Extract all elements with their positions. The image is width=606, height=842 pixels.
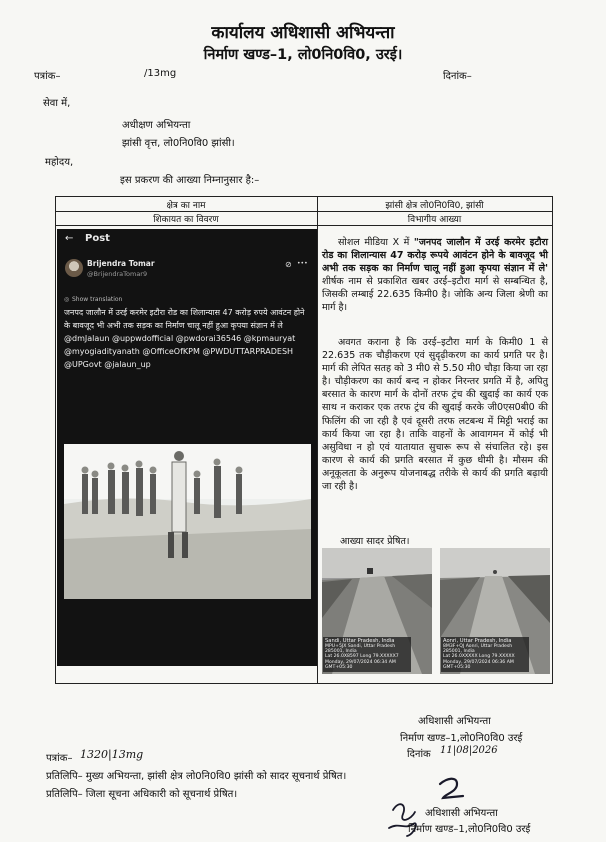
office-title: कार्यालय अधिशासी अभियन्ता bbox=[211, 23, 395, 43]
show-translation-link[interactable]: Show translation bbox=[72, 296, 123, 303]
copies-patrank-handwritten: 1320|13mg bbox=[80, 748, 144, 761]
tweet-text: जनपद जालौन में उरई करमेर इटौरा रोड का शिलान्यास 47 करोड़ रुपये आवंटन होने के बावजूद भी अभी तक सड़क का निर्माण चालू नहीं हुआ कृपया संज्ञान में ले @dmJalaun @uppwdofficial @pwdorai36546 @kpmauryat @myogiadityanath @OfficeOfKPM @PWDUTTARPRADESH @UPGovt @jalaun_up bbox=[64, 308, 305, 369]
kshetra-value: झांसी क्षेत्र लो0नि0वि0, झांसी bbox=[385, 201, 484, 211]
back-arrow-icon: ← bbox=[65, 233, 74, 244]
tweet-author-handle: @BrijendraTomar9 bbox=[87, 270, 148, 278]
copy-line-1: प्रतिलिपि– मुख्य अभियन्ता, झांसी क्षेत्र लो0नि0वि0 झांसी को सादर सूचनार्थ प्रेषित। bbox=[46, 771, 347, 782]
report-closing: आख्या सादर प्रेषित। bbox=[340, 536, 410, 547]
kshetra-label: क्षेत्र का नाम bbox=[166, 201, 206, 211]
report-paragraph-2: अवगत कराना है कि उरई–इटौरा मार्ग के किमी0 1 से 22.635 तक चौड़ीकरण एवं सुदृढ़ीकरण का कार्य प्रगति पर है। मार्ग की लेपित सतह को 3 मी0 से 5.50 मी0 चौड़ा किया जा रहा है। चौड़ीकरण का कार्य बन्द न होकर निरन्तर प्रगति में है, अपितु बरसात के कारण मार्ग के दोनों तरफ ट्रंच की खुदाई का कार्य एक साथ न कराकर एक तरफ ट्रंच की खुदाई करके जी0एस0बी0 की फिलिंग की जा रही है एवं दूसरी तरफ लटबन्ध में मिट्टी भराई का कार्य किया जा रहा है। ताकि वाहनों के आवागमन में कोई भी असुविधा न हो एवं यातायात सुचारू रूप से संचालित रहे। इस कारण से कार्य की प्रगति बरसात में कुछ धीमी है। मौसम की अनूकूलता के अनुरूप योजनाबद्ध तरीके से कार्य की प्रगति बढ़ायी जा रही है। bbox=[322, 337, 548, 493]
recipient-line1: अधीक्षण अभियन्ता bbox=[122, 120, 191, 131]
grok-icon: ⊘ bbox=[285, 260, 292, 269]
tweet-menu-icon: ••• bbox=[297, 260, 308, 267]
dinank-label: दिनांक– bbox=[443, 71, 472, 82]
sign2-title: अधिशासी अभियन्ता bbox=[425, 808, 498, 819]
translate-icon: ◎ bbox=[64, 296, 70, 303]
photo1-geotag bbox=[323, 637, 411, 672]
photo1-stamp-line-1: MPU+5JX Sandi, Uttar Pradesh 285001, India bbox=[325, 643, 396, 655]
report-paragraph-1 bbox=[322, 236, 548, 315]
tweet-photo bbox=[64, 444, 311, 599]
photo1-stamp-line-3: Monday, 29/07/2024 06:34 AM GMT+05:30 bbox=[325, 659, 396, 670]
photo2-place: Aonri, Uttar Pradesh, India bbox=[443, 637, 512, 644]
copies-patrank-label: पत्रांक– bbox=[46, 753, 73, 764]
tweet-post-label: Post bbox=[85, 233, 110, 244]
tweet-screenshot bbox=[57, 229, 317, 666]
photo2-stamp-line-3: Monday, 29/07/2024 06:36 AM GMT+05:30 bbox=[443, 659, 514, 670]
sign1-division: निर्माण खण्ड–1,लो0नि0वि0 उरई bbox=[400, 733, 523, 744]
patrank-suffix: /13mg bbox=[144, 68, 177, 79]
avatar bbox=[65, 259, 83, 277]
report-header: विभागीय आख्या bbox=[407, 215, 462, 225]
sign1-date-handwritten: 11|08|2026 bbox=[440, 745, 498, 756]
photo2-stamp-line-2: Lat 26.0XXXXX Long 79.XXXXX bbox=[443, 654, 515, 660]
sign1-title: अधिशासी अभियन्ता bbox=[418, 716, 491, 727]
intro-text: इस प्रकरण की आख्या निम्नानुसार है:– bbox=[120, 175, 260, 186]
report-para1-intro: सोशल मीडिया X में bbox=[338, 237, 414, 248]
sign2-division: निर्माण खण्ड–1,लो0नि0वि0 उरई bbox=[408, 824, 531, 835]
complaint-header: शिकायत का विवरण bbox=[153, 215, 219, 225]
copy-line-2: प्रतिलिपि– जिला सूचना अधिकारी को सूचनार्थ प्रेषित। bbox=[46, 789, 238, 800]
report-para1-headline: "जनपद जालौन में उरई करमेर इटौरा रोड का शिलान्यास 47 करोड़ रूपये आवंटन होने के बावजूद भी अभी तक सड़क का निर्माण चालू नहीं हुआ कृपया संज्ञान में ले' bbox=[322, 237, 548, 275]
division-title: निर्माण खण्ड–1, लो0नि0वि0, उरई। bbox=[203, 47, 403, 63]
photo1-place: Sandi, Uttar Pradesh, India bbox=[325, 637, 395, 644]
photo1-stamp-line-2: Lat 26.0X8597 Long 79.XXXXX7 bbox=[325, 654, 399, 660]
patrank-label: पत्रांक– bbox=[34, 71, 61, 82]
site-photo-2 bbox=[440, 548, 550, 674]
photo2-geotag bbox=[441, 637, 529, 672]
recipient-line2: झांसी वृत्त, लो0नि0वि0 झांसी। bbox=[122, 138, 235, 149]
salutation: महोदय, bbox=[45, 157, 74, 168]
sign1-date-label: दिनांक bbox=[407, 749, 431, 760]
report-para1-rest: शीर्षक नाम से प्रकाशित खबर उरई–इटौरा मार्ग से सम्बन्धित है, जिसकी लम्बाई 22.635 किमी0 है। जोकि अन्य जिला श्रेणी का मार्ग है। bbox=[322, 276, 548, 314]
site-photo-1 bbox=[322, 548, 432, 674]
seva-me: सेवा में, bbox=[43, 98, 71, 109]
tweet-author-name: Brijendra Tomar bbox=[87, 259, 155, 268]
photo2-stamp-line-1: 8M3F+QJ Aonri, Uttar Pradesh 285001, India bbox=[443, 643, 513, 655]
